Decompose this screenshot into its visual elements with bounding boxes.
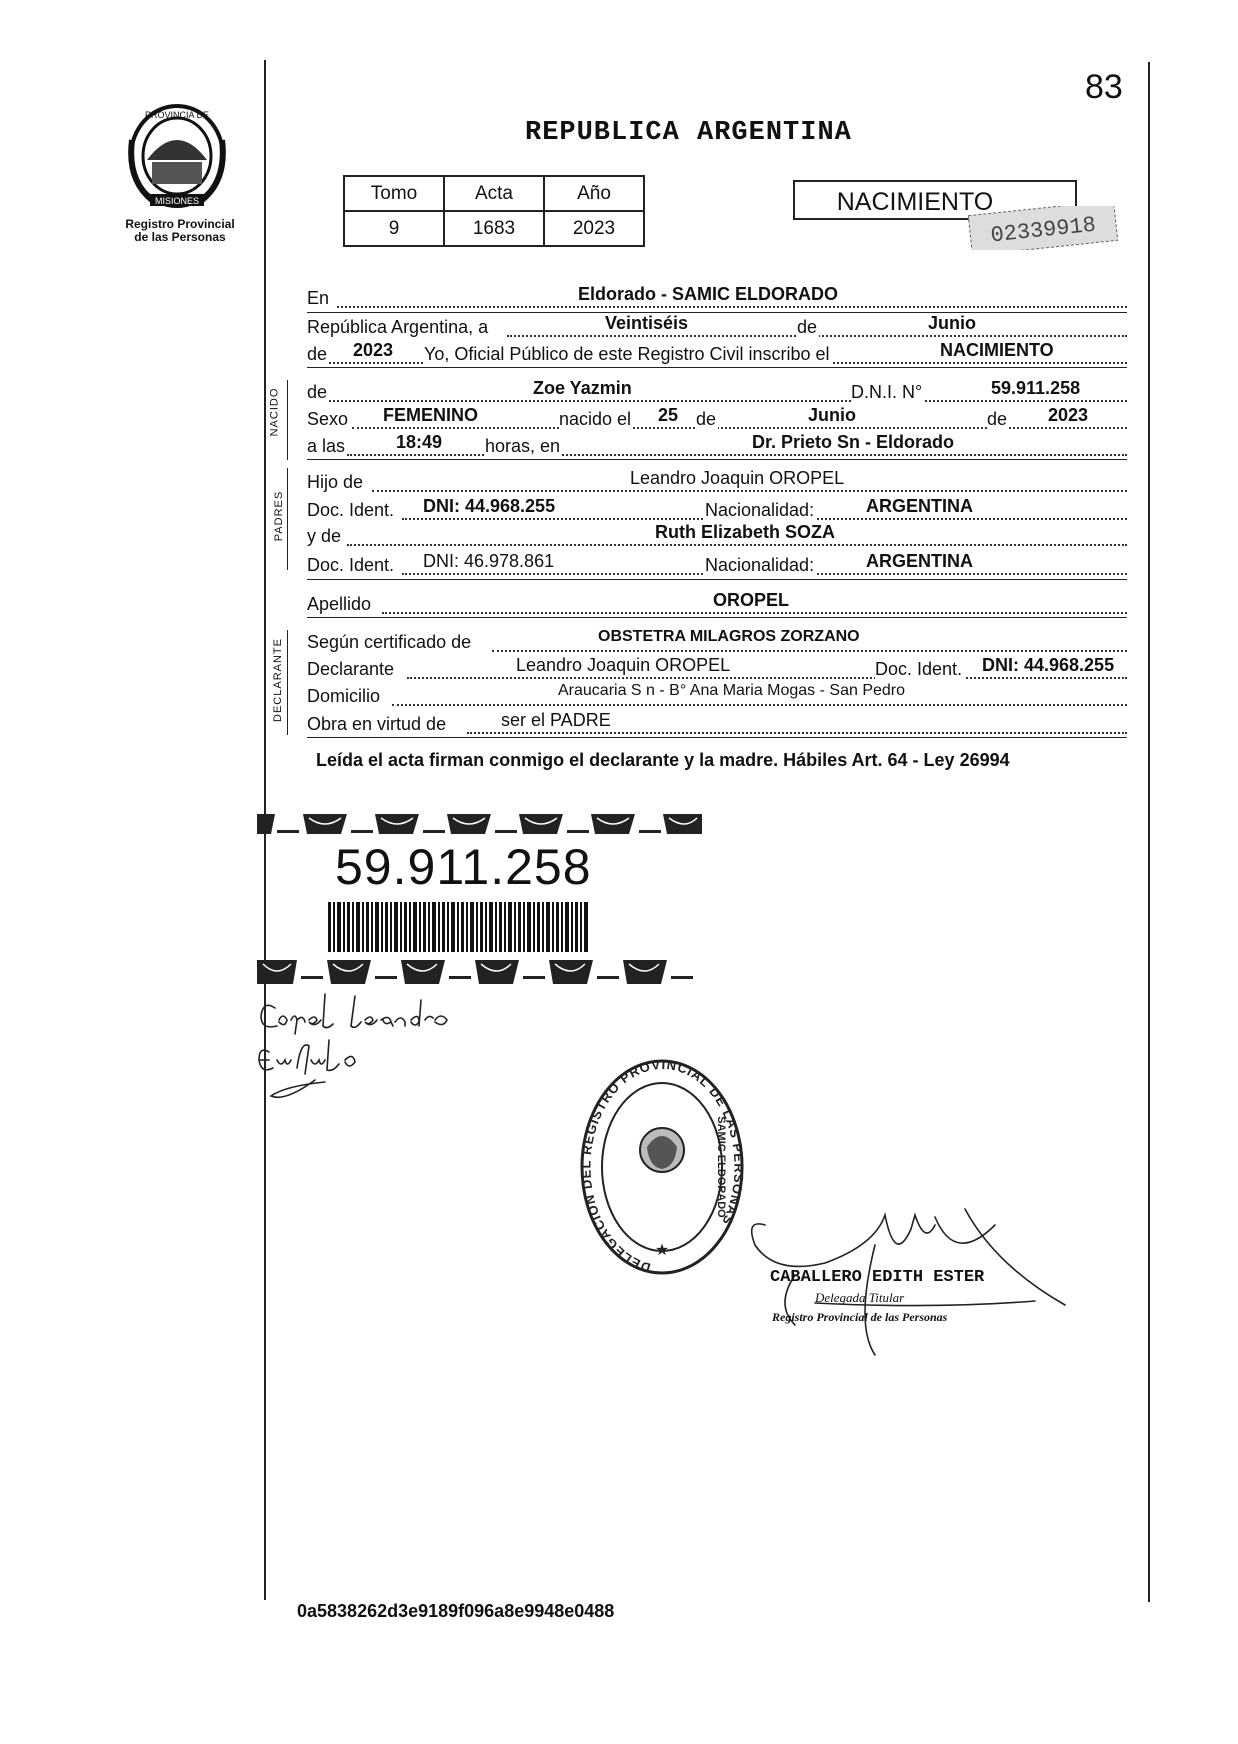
doc3-label: Doc. Ident. bbox=[875, 659, 963, 679]
seal-caption bbox=[100, 218, 260, 244]
nac2-label: Nacionalidad: bbox=[705, 555, 815, 575]
seal-text-top: PROVINCIA DE bbox=[144, 110, 210, 120]
birth-place: Dr. Prieto Sn - Eldorado bbox=[752, 432, 955, 452]
mother-doc: DNI: 46.978.861 bbox=[423, 551, 555, 571]
id-value-tomo: 9 bbox=[344, 211, 444, 246]
obra-label: Obra en virtud de bbox=[307, 714, 447, 734]
id-header-tomo: Tomo bbox=[344, 176, 444, 211]
seal-text-bottom: MISIONES bbox=[154, 196, 200, 206]
officer-signature bbox=[735, 1205, 1075, 1370]
a-las-label: a las bbox=[307, 436, 346, 456]
horas-label: horas, en bbox=[485, 436, 561, 456]
dni-large-number: 59.911.258 bbox=[335, 839, 592, 895]
document-title: REPUBLICA ARGENTINA bbox=[525, 118, 852, 148]
domicilio-value: Araucaria S n - B° Ana Maria Mogas - San Pedro bbox=[558, 682, 906, 699]
stamp-outer-text: DELEGACION DEL REGISTRO PROVINCIAL DE LAS PERSONAS bbox=[578, 1056, 747, 1276]
declarante-doc: DNI: 44.968.255 bbox=[982, 655, 1115, 675]
en-label: En bbox=[307, 288, 330, 308]
birth-year: 2023 bbox=[1048, 405, 1089, 425]
officer-registry: Registro Provincial de las Personas bbox=[772, 1310, 948, 1324]
de-name-label: de bbox=[307, 382, 328, 402]
mother-name: Ruth Elizabeth SOZA bbox=[655, 522, 835, 542]
apellido-value: OROPEL bbox=[713, 590, 790, 610]
page-number: 83 bbox=[1085, 68, 1123, 106]
nacido-el-label: nacido el bbox=[559, 409, 632, 429]
doc2-label: Doc. Ident. bbox=[307, 555, 395, 575]
seal-caption-line2: de las Personas bbox=[134, 230, 226, 244]
republica-label: República Argentina, a bbox=[307, 317, 489, 337]
de2-label: de bbox=[307, 344, 328, 364]
section-nacido-label: NACIDO bbox=[268, 387, 281, 437]
official-registry-stamp bbox=[575, 1055, 750, 1280]
child-name: Zoe Yazmin bbox=[533, 378, 632, 398]
row-sexo bbox=[307, 405, 1127, 431]
en-value: Eldorado - SAMIC ELDORADO bbox=[578, 284, 838, 304]
id-table bbox=[343, 175, 645, 247]
barcode bbox=[328, 902, 590, 952]
row-madre-doc bbox=[307, 551, 1127, 577]
de4-label: de bbox=[987, 409, 1008, 429]
padres-bracket bbox=[287, 468, 288, 570]
row-fecha-inscripcion bbox=[307, 313, 1127, 339]
row-nombre bbox=[307, 378, 1127, 404]
row-declarante bbox=[307, 655, 1127, 681]
day-words: Veintiséis bbox=[605, 313, 689, 333]
birth-time: 18:49 bbox=[396, 432, 443, 452]
birth-month: Junio bbox=[808, 405, 856, 425]
cert-value: OBSTETRA MILAGROS ZORZANO bbox=[598, 628, 860, 645]
row-padre-doc bbox=[307, 496, 1127, 522]
leida-statement: Leída el acta firman conmigo el declarante y la madre. Hábiles Art. 64 - Ley 26994 bbox=[316, 750, 1010, 770]
right-margin-line bbox=[1148, 62, 1150, 1602]
nacido-bracket bbox=[287, 380, 288, 460]
stamp-inner-text: SAMIC ELDORADO bbox=[715, 1116, 727, 1218]
row-madre bbox=[307, 522, 1127, 548]
dni-label: D.N.I. N° bbox=[851, 382, 923, 402]
act-stamp-number: 02339918 bbox=[989, 212, 1098, 249]
nac1-label: Nacionalidad: bbox=[705, 500, 815, 520]
declarante-label: Declarante bbox=[307, 659, 395, 679]
declarant-signature bbox=[255, 990, 535, 1110]
de3-label: de bbox=[696, 409, 717, 429]
declarante-value: Leandro Joaquin OROPEL bbox=[516, 655, 731, 675]
inscribo-value: NACIMIENTO bbox=[940, 340, 1054, 360]
de-label: de bbox=[797, 317, 818, 337]
month: Junio bbox=[928, 313, 976, 333]
provincial-seal-icon bbox=[122, 100, 232, 212]
row-domicilio bbox=[307, 682, 1127, 708]
row-obra bbox=[307, 710, 1127, 736]
section-padres-label: PADRES bbox=[273, 490, 286, 542]
id-header-ano: Año bbox=[544, 176, 644, 211]
row-apellido bbox=[307, 590, 1127, 616]
domicilio-label: Domicilio bbox=[307, 686, 381, 706]
obra-value: ser el PADRE bbox=[501, 710, 611, 730]
id-value-ano: 2023 bbox=[544, 211, 644, 246]
row-padre bbox=[307, 468, 1127, 494]
section-declarante-label: DECLARANTE bbox=[271, 638, 284, 722]
cert-label: Según certificado de bbox=[307, 632, 472, 652]
document-hash: 0a5838262d3e9189f096a8e9948e0488 bbox=[297, 1601, 615, 1621]
id-value-acta: 1683 bbox=[444, 211, 544, 246]
row-certificado bbox=[307, 628, 1127, 654]
row-oficial bbox=[307, 340, 1127, 366]
row-hora-lugar bbox=[307, 432, 1127, 458]
officer-name: CABALLERO EDITH ESTER bbox=[770, 1268, 985, 1287]
sexo-label: Sexo bbox=[307, 409, 349, 429]
svg-text:★: ★ bbox=[654, 1240, 670, 1259]
father-doc: DNI: 44.968.255 bbox=[423, 496, 556, 516]
seal-caption-line1: Registro Provincial bbox=[125, 217, 235, 231]
act-number-stamp bbox=[968, 206, 1118, 250]
mother-nationality: ARGENTINA bbox=[866, 551, 973, 571]
father-nationality: ARGENTINA bbox=[866, 496, 973, 516]
act-type-box: NACIMIENTO bbox=[793, 180, 1077, 220]
officer-role: Delegada Titular bbox=[815, 1290, 905, 1305]
year: 2023 bbox=[353, 340, 394, 360]
doc1-label: Doc. Ident. bbox=[307, 500, 395, 520]
apellido-label: Apellido bbox=[307, 594, 372, 614]
hijo-label: Hijo de bbox=[307, 472, 364, 492]
security-band-top bbox=[257, 810, 702, 836]
father-name: Leandro Joaquin OROPEL bbox=[630, 468, 845, 488]
security-band-bottom bbox=[257, 958, 702, 986]
oficial-text: Yo, Oficial Público de este Registro Civil inscribo el bbox=[424, 344, 830, 364]
birth-day: 25 bbox=[658, 405, 679, 425]
yde-label: y de bbox=[307, 526, 342, 546]
declarante-bracket bbox=[287, 630, 288, 735]
sexo-value: FEMENINO bbox=[383, 405, 479, 425]
row-en bbox=[307, 284, 1127, 310]
id-header-acta: Acta bbox=[444, 176, 544, 211]
child-dni: 59.911.258 bbox=[991, 378, 1081, 398]
